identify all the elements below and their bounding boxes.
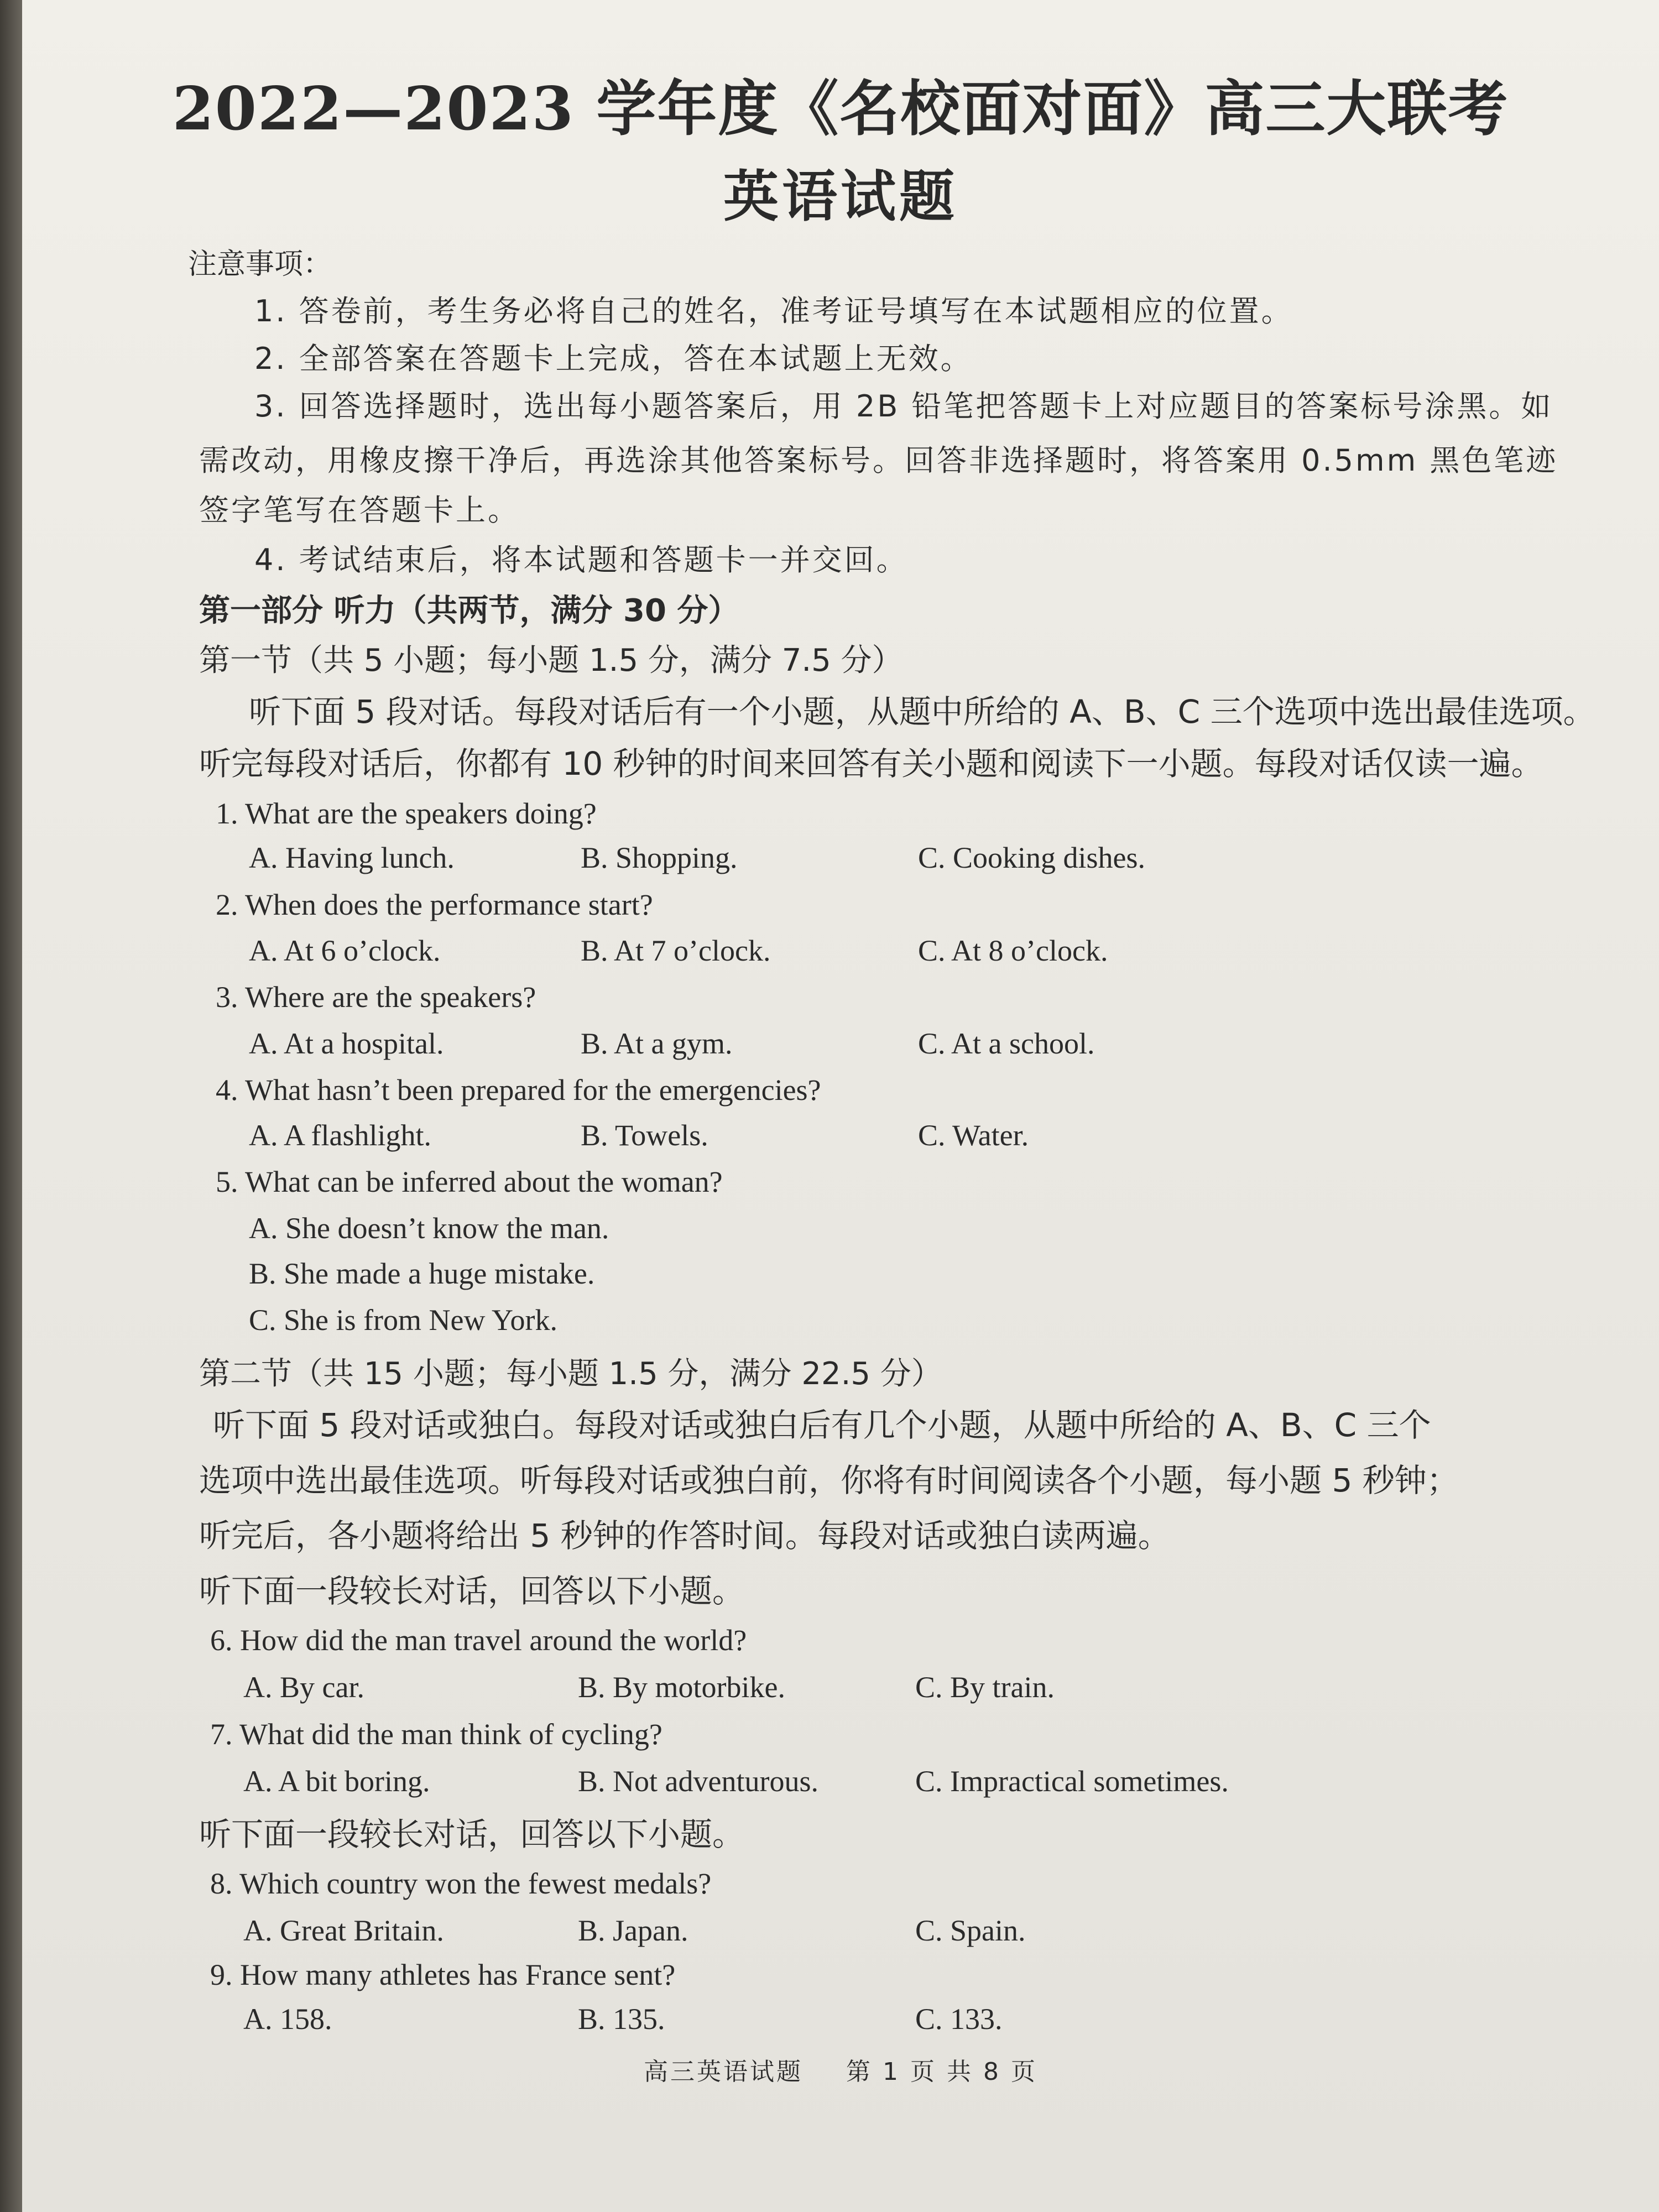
question-2: 2. When does the performance start? <box>216 888 653 921</box>
q5-option-c: C. She is from New York. <box>249 1303 558 1337</box>
section2-heading: 第二节（共 15 小题；每小题 1.5 分，满分 22.5 分） <box>199 1356 942 1392</box>
section2-lead-2: 听下面一段较长对话，回答以下小题。 <box>199 1815 745 1853</box>
section1-heading: 第一节（共 5 小题；每小题 1.5 分，满分 7.5 分） <box>199 643 903 679</box>
footer-exam-name: 高三英语试题 <box>644 2058 804 2086</box>
q8-option-a: A. Great Britain. <box>243 1914 444 1947</box>
exam-title: 2022—2023 学年度《名校面对面》高三大联考 <box>172 74 1509 144</box>
q1-option-a: A. Having lunch. <box>249 841 455 874</box>
q3-option-b: B. At a gym. <box>581 1027 733 1060</box>
notes-heading: 注意事项： <box>188 248 332 281</box>
q2-option-c: C. At 8 o’clock. <box>918 934 1108 967</box>
exam-page <box>22 0 1659 2212</box>
question-7: 7. What did the man think of cycling? <box>210 1718 662 1751</box>
question-4: 4. What hasn’t been prepared for the emergencies? <box>216 1073 821 1107</box>
q8-option-b: B. Japan. <box>578 1914 688 1947</box>
q7-option-a: A. A bit boring. <box>243 1765 430 1798</box>
q7-option-c: C. Impractical sometimes. <box>915 1765 1229 1798</box>
note-item-3-continued-2: 签字笔写在答题卡上。 <box>199 493 520 528</box>
note-item-4: 4. 考试结束后，将本试题和答题卡一并交回。 <box>254 542 909 577</box>
q6-option-c: C. By train. <box>915 1671 1055 1704</box>
q1-option-c: C. Cooking dishes. <box>918 841 1146 874</box>
question-6: 6. How did the man travel around the world? <box>210 1624 747 1657</box>
q9-option-c: C. 133. <box>915 2002 1003 2036</box>
q4-option-a: A. A flashlight. <box>249 1119 432 1152</box>
question-1: 1. What are the speakers doing? <box>216 797 597 830</box>
q1-option-b: B. Shopping. <box>581 841 738 874</box>
q2-option-a: A. At 6 o’clock. <box>249 934 441 967</box>
exam-subtitle: 英语试题 <box>723 164 958 229</box>
question-9: 9. How many athletes has France sent? <box>210 1958 676 1991</box>
q7-option-b: B. Not adventurous. <box>578 1765 818 1798</box>
section2-instruction-1: 听下面 5 段对话或独白。每段对话或独白后有几个小题，从题中所给的 A、B、C 三个 <box>213 1406 1431 1444</box>
q2-option-b: B. At 7 o’clock. <box>581 934 771 967</box>
q3-option-a: A. At a hospital. <box>249 1027 444 1060</box>
question-5: 5. What can be inferred about the woman? <box>216 1165 723 1198</box>
part1-heading: 第一部分 听力（共两节，满分 30 分） <box>199 593 739 629</box>
section2-lead-1: 听下面一段较长对话，回答以下小题。 <box>199 1572 745 1610</box>
q5-option-a: A. She doesn’t know the man. <box>249 1212 609 1245</box>
q9-option-b: B. 135. <box>578 2002 665 2036</box>
q3-option-c: C. At a school. <box>918 1027 1095 1060</box>
q4-option-c: C. Water. <box>918 1119 1029 1152</box>
q8-option-c: C. Spain. <box>915 1914 1026 1947</box>
q5-option-b: B. She made a huge mistake. <box>249 1257 595 1290</box>
section2-instruction-3: 听完后，各小题将给出 5 秒钟的作答时间。每段对话或独白读两遍。 <box>199 1517 1170 1554</box>
q6-option-b: B. By motorbike. <box>578 1671 785 1704</box>
q6-option-a: A. By car. <box>243 1671 364 1704</box>
section1-instruction-2: 听完每段对话后，你都有 10 秒钟的时间来回答有关小题和阅读下一小题。每段对话仅读一遍。 <box>199 745 1543 782</box>
footer-page-number: 第 1 页 共 8 页 <box>846 2058 1037 2086</box>
section1-instruction-1: 听下面 5 段对话。每段对话后有一个小题，从题中所给的 A、B、C 三个选项中选出最佳选项。 <box>249 693 1595 731</box>
note-item-2: 2. 全部答案在答题卡上完成，答在本试题上无效。 <box>254 341 973 376</box>
page-footer <box>22 2052 1659 2087</box>
question-8: 8. Which country won the fewest medals? <box>210 1867 712 1900</box>
q4-option-b: B. Towels. <box>581 1119 708 1152</box>
section2-instruction-2: 选项中选出最佳选项。听每段对话或独白前，你将有时间阅读各个小题，每小题 5 秒钟； <box>199 1462 1459 1499</box>
question-3: 3. Where are the speakers? <box>216 980 536 1014</box>
page-binding-edge <box>0 0 22 2212</box>
note-item-1: 1. 答卷前，考生务必将自己的姓名，准考证号填写在本试题相应的位置。 <box>254 294 1293 328</box>
note-item-3-continued: 需改动，用橡皮擦干净后，再选涂其他答案标号。回答非选择题时，将答案用 0.5mm 黑色笔迹 <box>199 443 1558 478</box>
note-item-3: 3. 回答选择题时，选出每小题答案后，用 2B 铅笔把答题卡上对应题目的答案标号涂黑。如 <box>254 389 1553 424</box>
q9-option-a: A. 158. <box>243 2002 332 2036</box>
